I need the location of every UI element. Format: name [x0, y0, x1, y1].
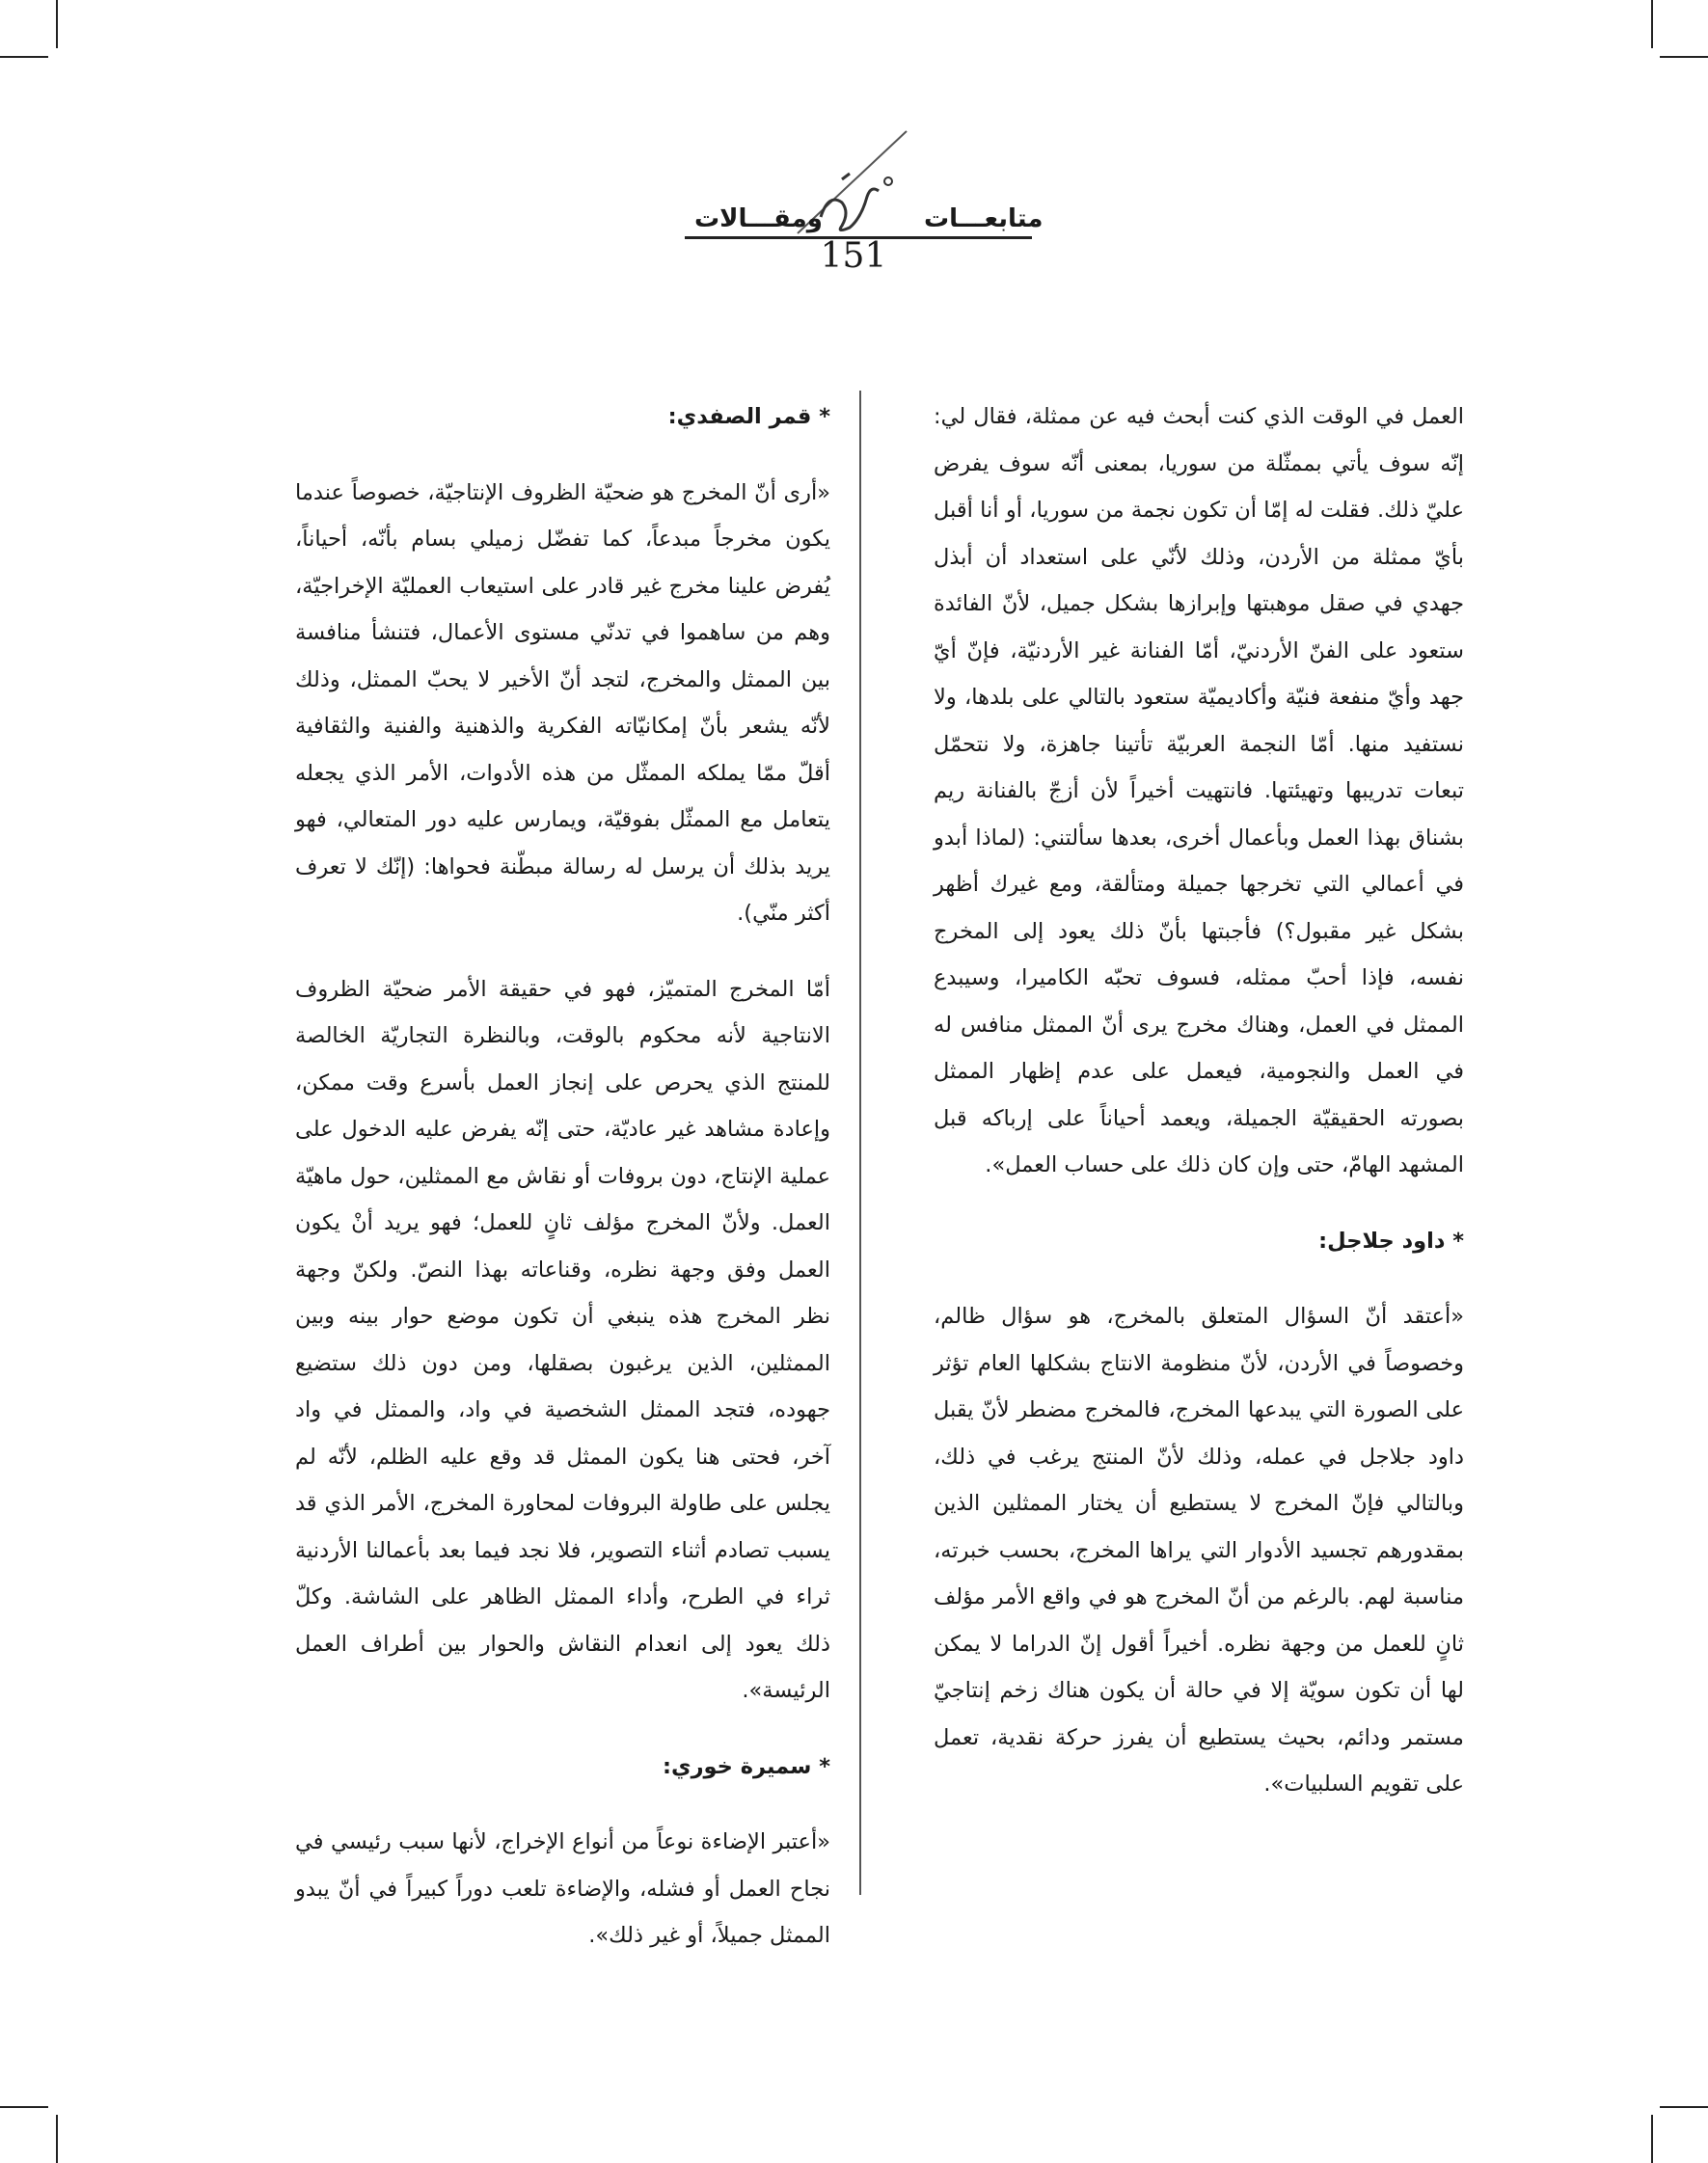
page-number: 151: [820, 236, 887, 276]
column-divider: [859, 391, 861, 1895]
paragraph: «أرى أنّ المخرج هو ضحيّة الظروف الإنتاجيّة، خصوصاً عندما يكون مخرجاً مبدعاً، كما تفضّل زميلي بسام بأنّه، أحياناً، يُفرض علينا مخرج غير قادر على استيعاب العمليّة الإخراجيّة، وهم من ساهموا في تدنّي مستوى الأعمال، فتنشأ منافسة بين الممثل والمخرج، لتجد أنّ الأخير لا يحبّ الممثل، وذلك لأنّه يشعر بأنّ إمكانيّاته الفكرية والذهنية والفنية والثقافية أقلّ ممّا يملكه الممثّل من هذه الأدوات، الأمر الذي يجعله يتعامل مع الممثّل بفوقيّة، ويمارس عليه دور المتعالي، فهو يريد بذلك أن يرسل له رسالة مبطّنة فحواها: (إنّك لا تعرف أكثر منّي).: [295, 479, 830, 926]
crop-mark: [1651, 0, 1653, 48]
left-column: [295, 393, 830, 1988]
crop-mark: [1660, 56, 1708, 58]
paragraph: العمل في الوقت الذي كنت أبحث فيه عن ممثلة، فقال لي: إنّه سوف يأتي بممثّلة من سوريا، بمعنى أنّه سوف يفرض عليّ ذلك. فقلت له إمّا أن تكون نجمة من سوريا، أو أنا أقبل بأيّ ممثلة من الأردن، وذلك لأنّي على استعداد أن أبذل جهدي في صقل موهبتها وإبرازها بشكل جميل، لأنّ الفائدة ستعود على الفنّ الأردنيّ، أمّا الفنانة غير الأردنيّة، فإنّ أيّ جهد وأيّ منفعة فنيّة وأكاديميّة ستعود بالتالي على بلدها، ولا نستفيد منها. أمّا النجمة العربيّة تأتينا جاهزة، ولا نتحمّل تبعات تدريبها وتهيئتها. فانتهيت أخيراً لأن أزجّ بالفنانة ريم بشناق بهذا العمل وبأعمال أخرى، بعدها سألتني: (لماذا أبدو في أعمالي التي تخرجها جميلة ومتألقة، ومع غيرك أظهر بشكل غير مقبول؟) فأجبتها بأنّ ذلك يعود إلى المخرج نفسه، فإذا أحبّ ممثله، فسوف تحبّه الكاميرا، وسيبدع الممثل في العمل، وهناك مخرج يرى أنّ الممثل منافس له في العمل والنجومية، فيعمل على عدم إظهار الممثل بصورته الحقيقيّة الجميلة، ويعمد أحياناً على إرباكه قبل المشهد الهامّ، حتى وإن كان ذلك على حساب العمل».: [934, 404, 1464, 1177]
speaker-heading: * داود جلاجل:: [1318, 1228, 1464, 1254]
crop-mark: [0, 2106, 48, 2108]
crop-mark: [1660, 2106, 1708, 2108]
paragraph: «أعتبر الإضاءة نوعاً من أنواع الإخراج، لأنها سبب رئيسي في نجاح العمل أو فشله، والإضاءة تلعب دوراً كبيراً في أنّ يبدو الممثل جميلاً، أو غير ذلك».: [295, 1829, 830, 1948]
section-title-left: ومقـــالات: [694, 204, 823, 233]
crop-mark: [1651, 2115, 1653, 2163]
crop-mark: [56, 0, 58, 48]
paragraph: أمّا المخرج المتميّز، فهو في حقيقة الأمر ضحيّة الظروف الانتاجية لأنه محكوم بالوقت، وبالنظرة التجاريّة الخالصة للمنتج الذي يحرص على إنجاز العمل بأسرع وقت ممكن، وإعادة مشاهد غير عاديّة، حتى إنّه يفرض عليه الدخول على عملية الإنتاج، دون بروفات أو نقاش مع الممثلين، حول ماهيّة العمل. ولأنّ المخرج مؤلف ثانٍ للعمل؛ فهو يريد أنْ يكون العمل وفق وجهة نظره، وقناعاته بهذا النصّ. ولكنّ وجهة نظر المخرج هذه ينبغي أن تكون موضع حوار بينه وبين الممثلين، الذين يرغبون بصقلها، ومن دون ذلك ستضيع جهوده، فتجد الممثل الشخصية في واد، والممثل في واد آخر، فحتى هنا يكون الممثل قد وقع عليه الظلم، لأنّه لم يجلس على طاولة البروفات لمحاورة المخرج، الأمر الذي قد يسبب تصادم أثناء التصوير، فلا نجد فيما بعد بأعمالنا الأردنية ثراء في الطرح، وأداء الممثل الظاهر على الشاشة. وكلّ ذلك يعود إلى انعدام النقاش والحوار بين أطراف العمل الرئيسة».: [295, 976, 830, 1703]
speaker-heading: * قمر الصفدي:: [667, 404, 830, 429]
paragraph: «أعتقد أنّ السؤال المتعلق بالمخرج، هو سؤال ظالم، وخصوصاً في الأردن، لأنّ منظومة الانتاج بشكلها العام تؤثر على الصورة التي يبدعها المخرج، فالمخرج مضطر لأنّ يقبل داود جلاجل في عمله، وذلك لأنّ المنتج يرغب في ذلك، وبالتالي فإنّ المخرج لا يستطيع أن يختار الممثلين الذين بمقدورهم تجسيد الأدوار التي يراها المخرج، بحسب خبرته، مناسبة لهم. بالرغم من أنّ المخرج هو في واقع الأمر مؤلف ثانٍ للعمل من وجهة نظره. أخيراً أقول إنّ الدراما لا يمكن لها أن تكون سويّة إلا في حالة أن يكون هناك زخم إنتاجيّ مستمر ودائم، بحيث يستطيع أن يفرز حركة نقدية، تعمل على تقويم السلبيات».: [934, 1304, 1464, 1797]
section-title-right: متابعـــات: [924, 204, 1044, 233]
crop-mark: [56, 2115, 58, 2163]
page-header: [0, 125, 1708, 280]
right-column: [934, 393, 1464, 1837]
crop-mark: [0, 56, 48, 58]
speaker-heading: * سميرة خوري:: [662, 1753, 830, 1779]
